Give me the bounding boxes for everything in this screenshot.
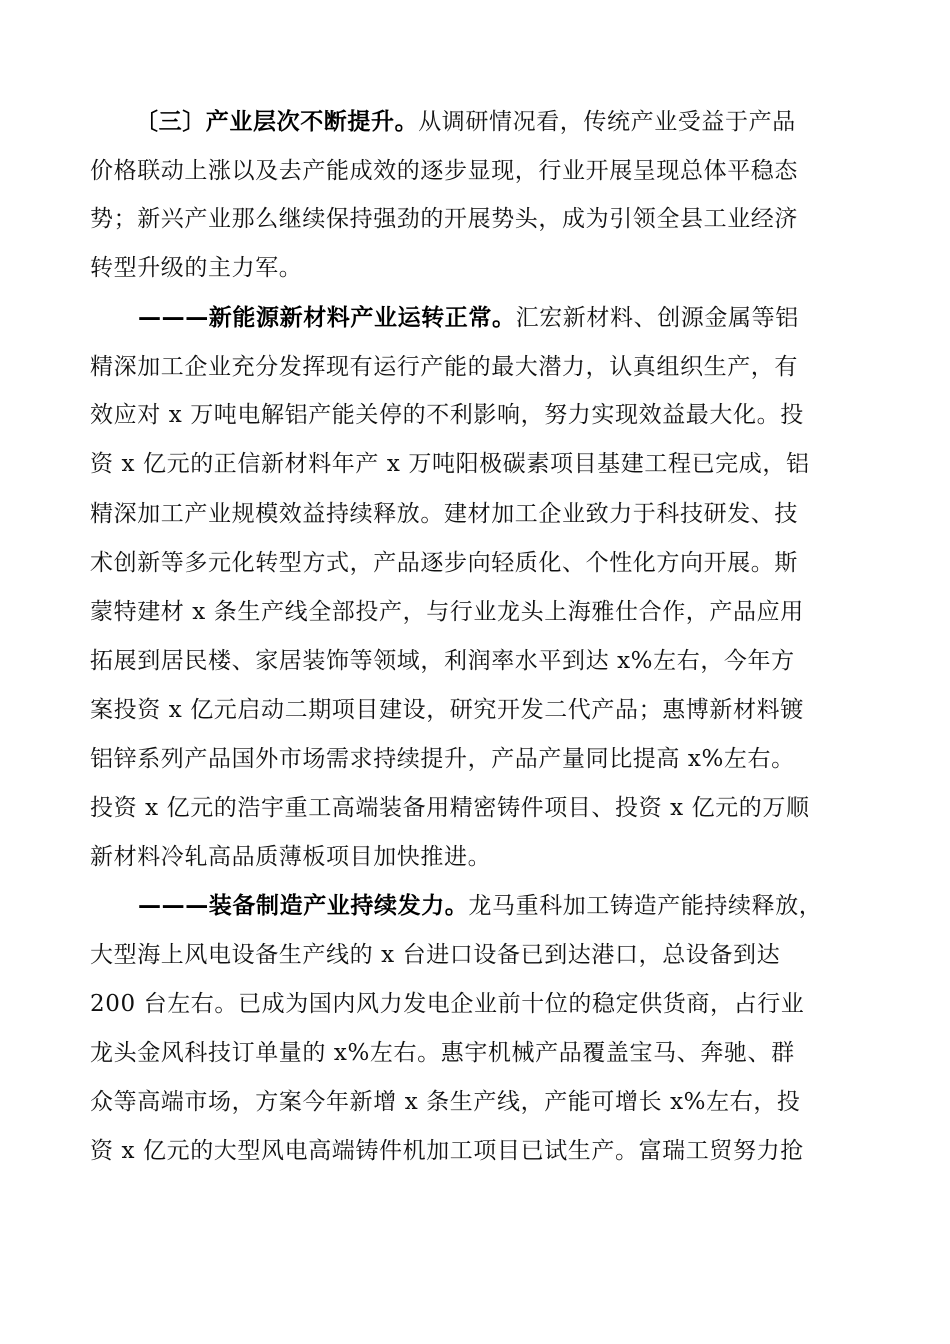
paragraph-line xyxy=(0,199,950,239)
line-text: 精深加工产业规模效益持续释放。建材加工企业致力于科技研发、技 xyxy=(90,501,798,527)
line-text: 众等高端市场，方案今年新增 x 条生产线，产能可增长 x%左右，投 xyxy=(90,1089,801,1115)
line-text: 术创新等多元化转型方式，产品逐步向轻质化、个性化方向开展。斯 xyxy=(90,550,798,576)
paragraph-line xyxy=(0,641,950,681)
line-text: 投资 x 亿元的浩宇重工高端装备用精密铸件项目、投资 x 亿元的万顺 xyxy=(90,795,810,821)
line-text: 资 x 亿元的大型风电高端铸件机加工项目已试生产。富瑞工贸努力抢 xyxy=(90,1138,804,1164)
line-text: 效应对 x 万吨电解铝产能关停的不利影响，努力实现效益最大化。投 xyxy=(90,402,804,428)
paragraph-line xyxy=(0,935,950,975)
paragraph-line xyxy=(0,494,950,534)
paragraph-line xyxy=(0,690,950,730)
paragraph-line xyxy=(0,739,950,779)
line-text: 转型升级的主力军。 xyxy=(90,255,303,281)
paragraph-line xyxy=(0,395,950,435)
paragraph-line xyxy=(0,151,950,191)
section-heading: 〔三〕产业层次不断提升。 xyxy=(135,109,419,135)
subsection-heading: ———新能源新材料产业运转正常。 xyxy=(138,305,516,331)
line-text: 铝锌系列产品国外市场需求持续提升，产品产量同比提高 x%左右。 xyxy=(90,746,795,772)
paragraph-line xyxy=(0,837,950,877)
line-text: 大型海上风电设备生产线的 x 台进口设备已到达港口，总设备到达 xyxy=(90,942,781,968)
paragraph-line xyxy=(0,886,950,926)
line-text: 精深加工企业充分发挥现有运行产能的最大潜力，认真组织生产，有 xyxy=(90,354,798,380)
paragraph-line xyxy=(0,248,950,288)
paragraph-line xyxy=(0,102,950,142)
paragraph-line xyxy=(0,984,950,1024)
paragraph-line xyxy=(0,592,950,632)
line-text: 案投资 x 亿元启动二期项目建设，研究开发二代产品；惠博新材料镀 xyxy=(90,697,804,723)
paragraph-line xyxy=(0,1033,950,1073)
line-text: 汇宏新材料、创源金属等铝 xyxy=(515,305,799,331)
line-text: 龙马重科加工铸造产能持续释放， xyxy=(468,893,823,919)
line-text: 价格联动上涨以及去产能成效的逐步显现，行业开展呈现总体平稳态 xyxy=(90,158,798,184)
line-text: 从调研情况看，传统产业受益于产品 xyxy=(418,109,796,135)
line-text: 蒙特建材 x 条生产线全部投产，与行业龙头上海雅仕合作，产品应用 xyxy=(90,599,804,625)
paragraph-line xyxy=(0,347,950,387)
line-text: 龙头金风科技订单量的 x%左右。惠宇机械产品覆盖宝马、奔驰、群 xyxy=(90,1040,795,1066)
line-text: 资 x 亿元的正信新材料年产 x 万吨阳极碳素项目基建工程已完成，铝 xyxy=(90,451,810,477)
line-text: 拓展到居民楼、家居装饰等领域，利润率水平到达 x%左右，今年方 xyxy=(90,648,795,674)
line-text: 势；新兴产业那么继续保持强劲的开展势头，成为引领全县工业经济 xyxy=(90,206,798,232)
paragraph-line xyxy=(0,1131,950,1171)
paragraph-line xyxy=(0,298,950,338)
paragraph-line xyxy=(0,543,950,583)
subsection-heading: ———装备制造产业持续发力。 xyxy=(138,893,469,919)
paragraph-line xyxy=(0,788,950,828)
line-text: 200 台左右。已成为国内风力发电企业前十位的稳定供货商，占行业 xyxy=(90,991,805,1017)
line-text: 新材料冷轧高品质薄板项目加快推进。 xyxy=(90,844,492,870)
paragraph-line xyxy=(0,1082,950,1122)
paragraph-line xyxy=(0,444,950,484)
